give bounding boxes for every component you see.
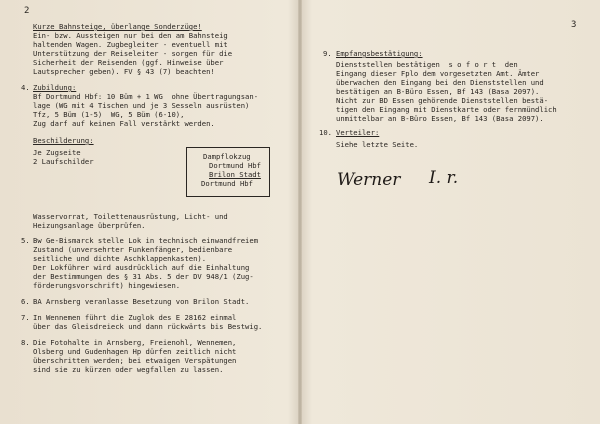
- sign-line: Dortmund Hbf: [209, 161, 261, 170]
- text-line: haltenden Wagen. Zugbegleiter - eventuell mit: [33, 40, 228, 49]
- text-line: Die Fotohalte in Arnsberg, Freienohl, Wennemen,: [33, 338, 237, 347]
- section-heading: Zubildung:: [33, 83, 77, 92]
- text-line: Olsberg und Gudenhagen Hp dürfen zeitlich nicht: [33, 347, 237, 356]
- text-line: Heizungsanlage überprüfen.: [33, 221, 146, 230]
- text-line: bestätigen an B-Büro Essen, Bf 143 (Basa 2097).: [336, 87, 540, 96]
- text-line: Ein- bzw. Aussteigen nur bei den am Bahnsteig: [33, 31, 228, 40]
- text-line: Unterstützung der Reiseleiter - sorgen für die: [33, 49, 233, 58]
- section-number: 4.: [21, 83, 30, 92]
- text-line: BA Arnsberg veranlasse Besetzung von Brilon Stadt.: [33, 297, 250, 306]
- page-number: 3: [571, 20, 577, 30]
- text-line: der Bestimmungen des § 31 Abs. 5 der DV 948/1 (Zug-: [33, 272, 254, 281]
- text-line: Lautsprecher geben). FV § 43 (7) beachten!: [33, 67, 215, 76]
- text-line: Bf Dortmund Hbf: 10 Büm + 1 WG ohne Übertragungsan-: [33, 92, 259, 101]
- text-line: tigen den Eingang mit Dienstkarte oder fernmündlich: [336, 105, 557, 114]
- signature-suffix: I. r.: [429, 168, 459, 188]
- text-line: Siehe letzte Seite.: [336, 140, 419, 149]
- text-line: Nicht zur BD Essen gehörende Dienststellen bestä-: [336, 96, 549, 105]
- text-line: Der Lokführer wird ausdrücklich auf die Einhaltung: [33, 263, 250, 272]
- text-line: seitliche und dichte Aschklappenkasten).: [33, 254, 207, 263]
- section-number: 8.: [21, 338, 30, 347]
- section-heading: Verteiler:: [336, 128, 380, 137]
- text-line: lage (WG mit 4 Tischen und je 3 Sesseln ausrüsten): [33, 101, 250, 110]
- train-sign-box: [186, 147, 270, 197]
- text-line: Tfz, 5 Büm (1-5) WG, 5 Büm (6-10),: [33, 110, 185, 119]
- section-number: 6.: [21, 297, 30, 306]
- text-line: über das Gleisdreieck und dann rückwärts bis Bestwig.: [33, 322, 263, 331]
- text-line: 2 Laufschilder: [33, 157, 94, 166]
- sign-line: Dortmund Hbf: [201, 179, 253, 188]
- section-number: 7.: [21, 313, 30, 322]
- text-line: Bw Ge-Bismarck stelle Lok in technisch einwandfreiem: [33, 236, 259, 245]
- signature-name: Werner: [337, 170, 401, 190]
- text-line: sind sie zu kürzen oder wegfallen zu lassen.: [33, 365, 224, 374]
- text-line: Wasservorrat, Toilettenausrüstung, Licht- und: [33, 212, 228, 221]
- text-line: Zustand (unversehrter Funkenfänger, bedienbare: [33, 245, 233, 254]
- section-number: 9.: [323, 49, 332, 58]
- text-line: überwachen den Eingang bei den Dienststellen und: [336, 78, 544, 87]
- text-line: förderungsvorschrift) hingewiesen.: [33, 281, 181, 290]
- left-page: [0, 0, 299, 424]
- text-line: In Wennemen führt die Zuglok des E 28162 einmal: [33, 313, 237, 322]
- sign-line: Dampflokzug: [203, 152, 251, 161]
- text-line: Eingang dieser Fplo dem vorgesetzten Amt. Ämter: [336, 69, 540, 78]
- section-number: 10.: [319, 128, 332, 137]
- section-number: 5.: [21, 236, 30, 245]
- text-line: Dienststellen bestätigen s o f o r t den: [336, 60, 518, 69]
- section-heading: Beschilderung:: [33, 136, 94, 145]
- section-heading: Kurze Bahnsteige, überlange Sonderzüge!: [33, 22, 202, 31]
- page-number: 2: [24, 6, 30, 16]
- text-line: Sicherheit der Reisenden (ggf. Hinweise über: [33, 58, 224, 67]
- right-page: [301, 0, 600, 424]
- text-line: Je Zugseite: [33, 148, 81, 157]
- text-line: überschritten werden; bei etwaigen Verspätungen: [33, 356, 237, 365]
- section-heading: Empfangsbestätigung:: [336, 49, 423, 58]
- sign-line: Brilon Stadt: [209, 170, 261, 179]
- text-line: Zug darf auf keinen Fall verstärkt werden.: [33, 119, 215, 128]
- text-line: unmittelbar an B-Büro Essen, Bf 143 (Basa 2097).: [336, 114, 544, 123]
